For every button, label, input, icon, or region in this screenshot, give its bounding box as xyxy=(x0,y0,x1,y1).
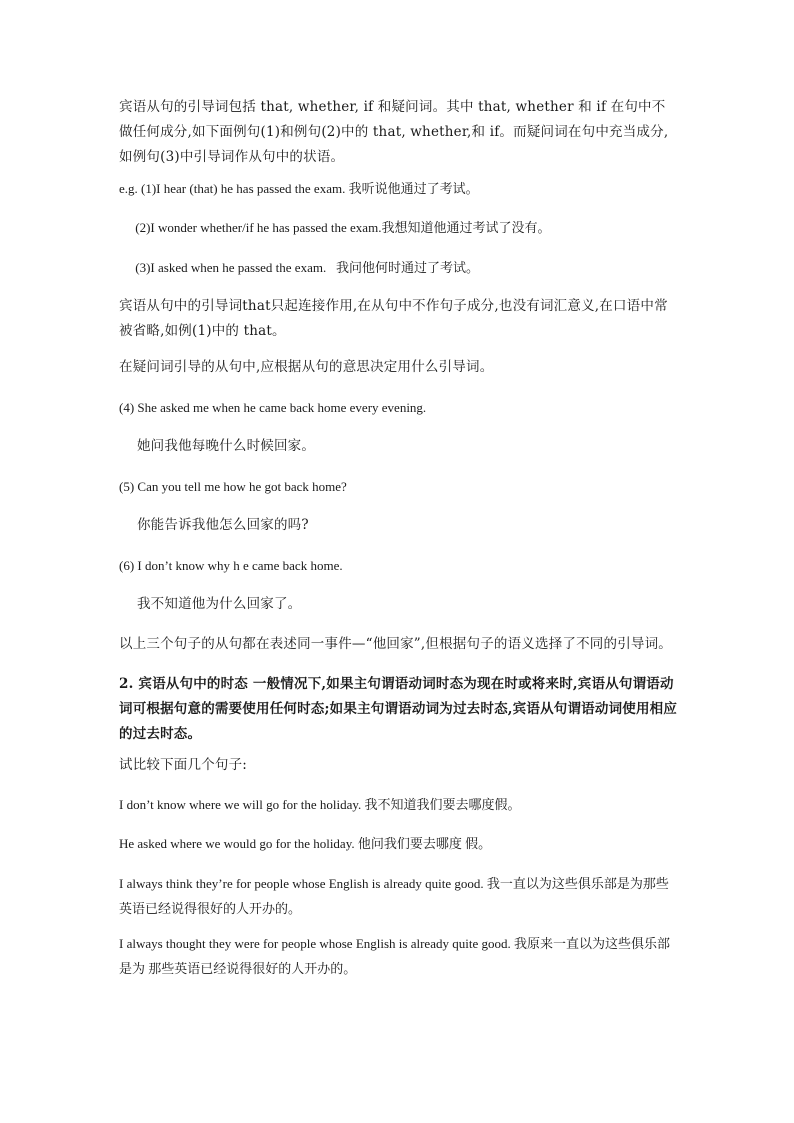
example-sentence-1: e.g. (1)I hear (that) he has passed the exam. 我听说他通过了考试。 xyxy=(119,181,479,196)
compare-heading: 试比较下面几个句子: xyxy=(119,757,248,773)
example-sentence-4: (4) She asked me when he came back home every evening. xyxy=(119,400,427,415)
example-sentence-5: (5) Can you tell me how he got back home? xyxy=(119,479,347,494)
tense-example-2: He asked where we would go for the holiday. 他问我们要去哪度 假。 xyxy=(119,836,492,851)
question-word-note: 在疑问词引导的从句中,应根据从句的意思决定用什么引导词。 xyxy=(119,359,494,375)
tense-example-1: I don’t know where we will go for the holiday. 我不知道我们要去哪度假。 xyxy=(119,797,521,812)
example-translation-6: 我不知道他为什么回家了。 xyxy=(119,596,302,612)
tense-rule-paragraph: 2. 宾语从句中的时态 一般情况下,如果主句谓语动词时态为现在时或将来时,宾语从句谓语动词可根据句意的需要使用任何时态;如果主句谓语动词为过去时态,宾语从句谓语动词使用相应的过去时态。 xyxy=(119,676,678,742)
example-sentence-2: (2)I wonder whether/if he has passed the exam.我想知道他通过考试了没有。 xyxy=(119,220,551,235)
summary-paragraph: 以上三个句子的从句都在表述同一事件—“他回家”,但根据句子的语义选择了不同的引导词。 xyxy=(119,636,672,652)
tense-example-4: I always thought they were for people whose English is already quite good. 我原来一直以为这些俱乐部是为 那些英语已经说得很好的人开办的。 xyxy=(119,936,670,976)
example-sentence-6: (6) I don’t know why h e came back home. xyxy=(119,558,343,573)
example-sentence-3: (3)I asked when he passed the exam. 我问他何时通过了考试。 xyxy=(119,260,479,275)
example-translation-5: 你能告诉我他怎么回家的吗? xyxy=(119,517,309,533)
example-translation-4: 她问我他每晚什么时候回家。 xyxy=(119,438,316,454)
tense-example-3: I always think they’re for people whose English is already quite good. 我一直以为这些俱乐部是为那些英语已经说得很好的人开办的。 xyxy=(119,876,669,916)
that-explanation-paragraph: 宾语从句中的引导词that只起连接作用,在从句中不作句子成分,也没有词汇意义,在口语中常被省略,如例(1)中的 that。 xyxy=(119,298,668,339)
intro-paragraph: 宾语从句的引导词包括 that, whether, if 和疑问词。其中 that, whether 和 if 在句中不做任何成分,如下面例句(1)和例句(2)中的 that, whether,和 if。而疑问词在句中充当成分,如例句(3)中引导词作从句中的状语。 xyxy=(119,99,669,165)
